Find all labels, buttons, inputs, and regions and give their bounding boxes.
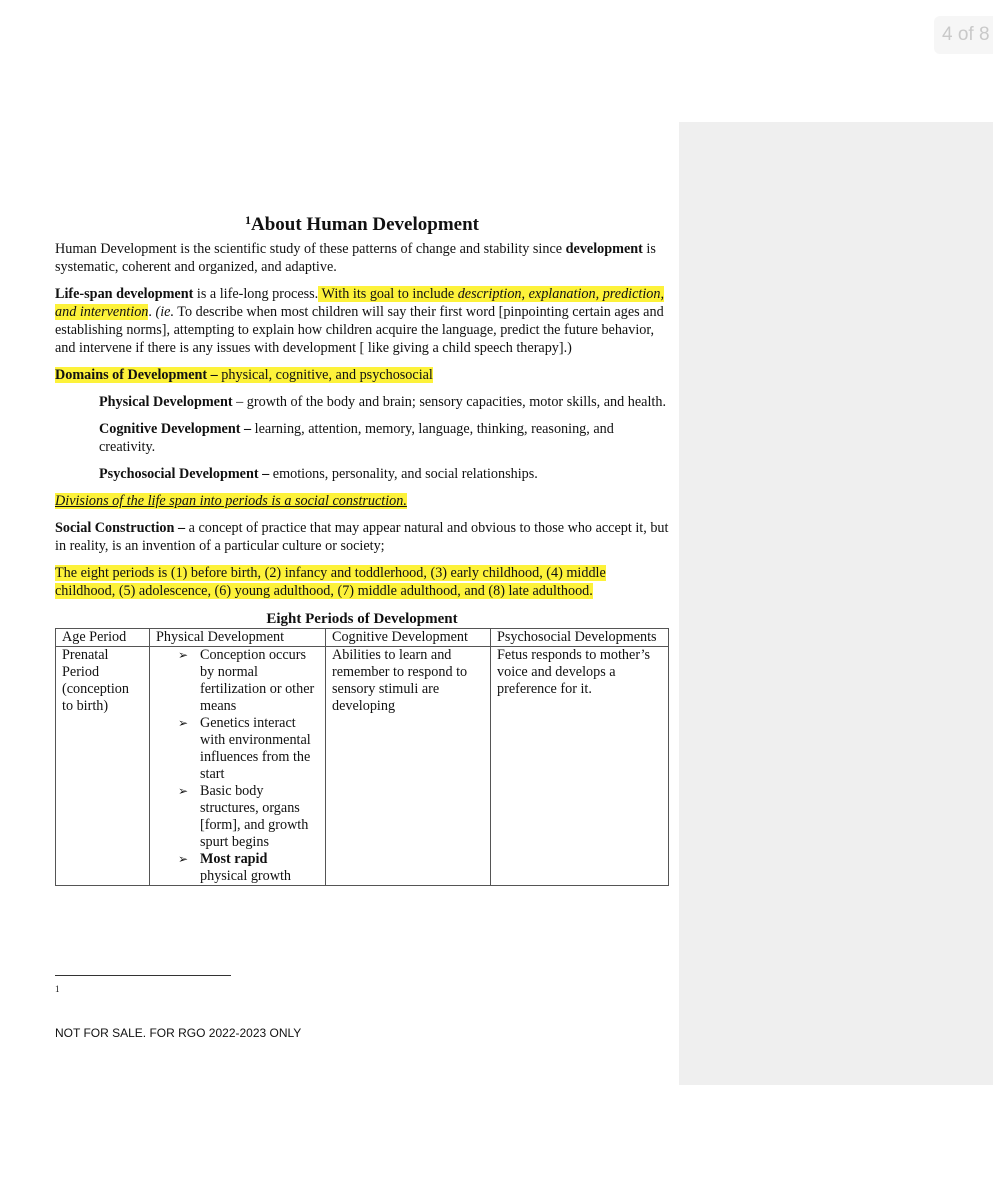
divisions-text: Divisions of the life span into periods is a social construction. (55, 493, 407, 509)
header-age-period: Age Period (56, 629, 150, 647)
page-footer: NOT FOR SALE. FOR RGO 2022-2023 ONLY (55, 1026, 302, 1040)
cell-cognitive: Abilities to learn and remember to respond to sensory stimuli are developing (326, 647, 491, 886)
intro-text-end: is systematic, coherent and organized, and adaptive. (55, 241, 656, 275)
header-cognitive: Cognitive Development (326, 629, 491, 647)
social-paragraph (55, 519, 669, 555)
side-panel (679, 122, 993, 1085)
periods-paragraph (55, 564, 669, 600)
page-indicator: 4 of 8 (934, 16, 993, 54)
lifespan-term: Life-span development (55, 286, 194, 302)
footnote-number: 1 (55, 984, 60, 994)
footnote-separator (55, 975, 231, 976)
cell-physical (150, 647, 326, 886)
divisions-paragraph (55, 492, 669, 510)
domains-term: Domains of Development – (55, 367, 218, 383)
header-psychosocial: Psychosocial Developments (491, 629, 669, 647)
table-caption: Eight Periods of Development (266, 611, 458, 627)
lifespan-dot: . (148, 304, 152, 320)
domain-physical (99, 393, 669, 411)
intro-paragraph (55, 240, 669, 276)
document-page (55, 208, 669, 886)
list-item: ➢ Genetics interact with environmental influences from the start (200, 715, 319, 783)
domain-text: learning, attention, memory, language, thinking, reasoning, and creativity. (99, 421, 614, 455)
periods-text: The eight periods is (1) before birth, (2) infancy and toddlerhood, (3) early childhood, (4) middle childhood, (5) adolescence, (6) young adulthood, (7) middle adulthood, and (8) late adulthood. (55, 565, 606, 599)
domain-term: Cognitive Development – (99, 421, 252, 437)
lifespan-explanation: To describe when most children will say their first word [pinpointing certain ages and establishing norms], attempting to explain how children acquire the language, predict the future behavior, and intervene if there is any issues with development [ like giving a child speech therapy].) (55, 304, 664, 356)
periods-table (55, 628, 669, 886)
lifespan-goals: description, explanation, prediction, and intervention (55, 286, 665, 320)
list-item: ➢ Basic body structures, organs [form], and growth spurt begins (200, 783, 319, 851)
lifespan-highlight: With its goal to include (318, 286, 458, 302)
cell-age: Prenatal Period (conception to birth) (56, 647, 150, 886)
table-header-row (56, 629, 669, 647)
list-item-text: physical growth (200, 868, 292, 884)
list-item: ➢ Conception occurs by normal fertilization or other means (200, 647, 319, 715)
domain-term: Psychosocial Development – (99, 466, 270, 482)
lifespan-paragraph (55, 285, 669, 357)
intro-term: development (565, 241, 643, 257)
title-text: About Human Development (250, 214, 479, 235)
table-row (56, 647, 669, 886)
lifespan-ie: (ie. (151, 304, 174, 320)
domain-term: Physical Development (99, 394, 233, 410)
page-title (55, 208, 669, 237)
list-item-bold: Most rapid (200, 851, 268, 867)
domain-text: growth of the body and brain; sensory capacities, motor skills, and health. (246, 394, 667, 410)
intro-text: Human Development is the scientific study of these patterns of change and stability since (55, 241, 566, 257)
footnote-ref: 1 (244, 213, 251, 227)
domain-text: emotions, personality, and social relationships. (272, 466, 538, 482)
social-text: a concept of practice that may appear natural and obvious to those who accept it, but in reality, is an invention of a particular culture or society; (55, 520, 669, 554)
domain-cognitive (99, 420, 669, 456)
domains-heading (55, 366, 669, 384)
lifespan-text: is a life-long process. (193, 286, 319, 302)
social-term: Social Construction – (55, 520, 186, 536)
domain-dash: – (232, 394, 247, 410)
cell-psychosocial: Fetus responds to mother’s voice and develops a preference for it. (491, 647, 669, 886)
domains-list: physical, cognitive, and psychosocial (217, 367, 433, 383)
physical-list (156, 647, 319, 885)
header-physical: Physical Development (150, 629, 326, 647)
domain-psychosocial (99, 465, 669, 483)
list-item (200, 851, 319, 885)
